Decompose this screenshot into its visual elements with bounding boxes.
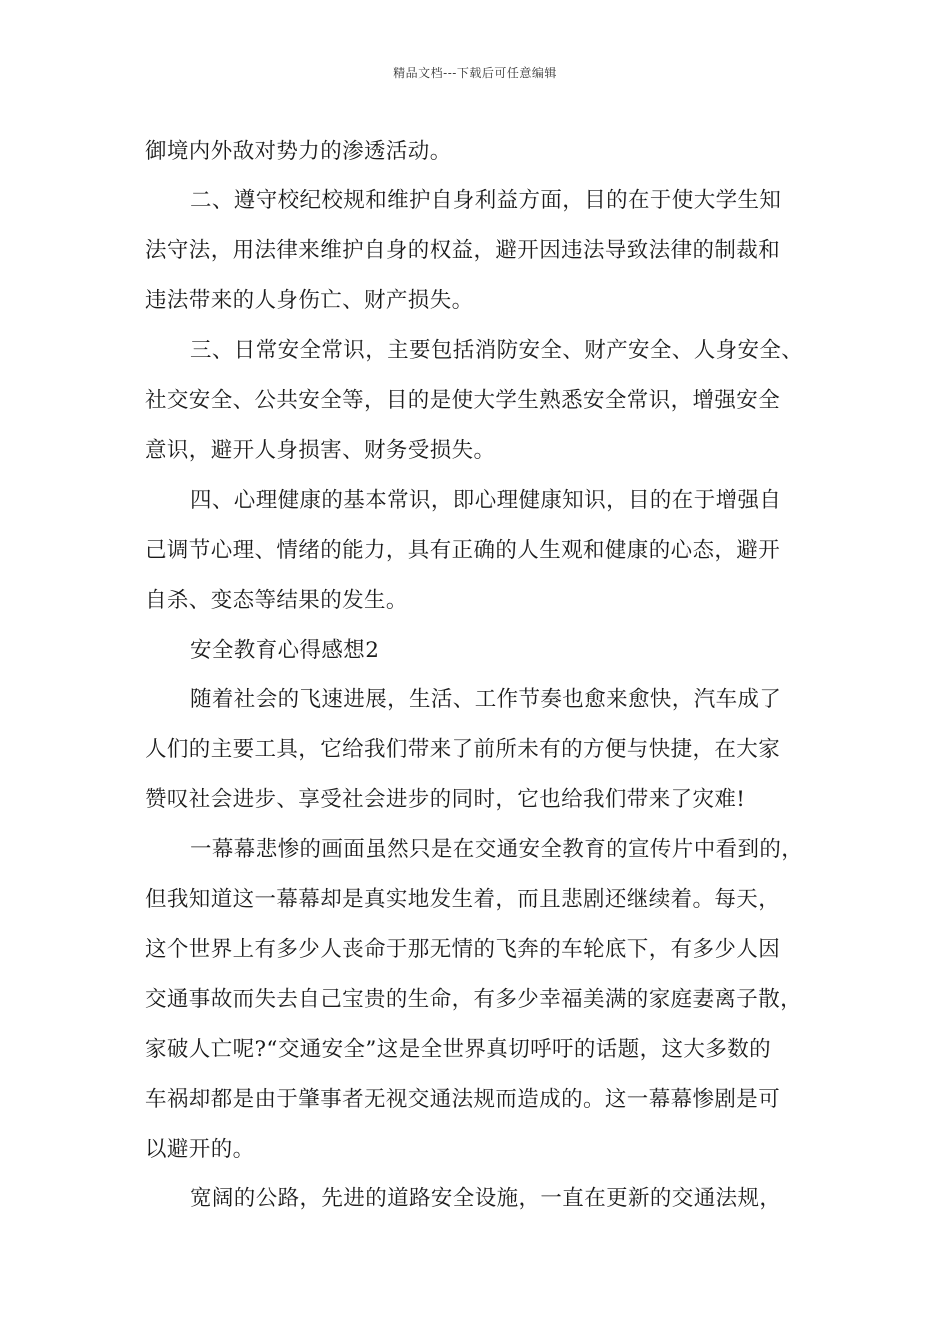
text-line: 赞叹社会进步、享受社会进步的同时，它也给我们带来了灾难!	[145, 787, 746, 812]
text-line: 家破人亡呢?“交通安全”这是全世界真切呼吁的话题，这大多数的	[145, 1037, 772, 1062]
paragraph-start-line: 宽阔的公路，先进的道路安全设施，一直在更新的交通法规，	[190, 1186, 782, 1211]
text-line: 交通事故而失去自己宝贵的生命，有多少幸福美满的家庭妻离子散，	[145, 987, 803, 1012]
paragraph-start-line: 四、心理健康的基本常识，即心理健康知识，目的在于增强自	[190, 488, 782, 513]
text-line: 法守法，用法律来维护自身的权益，避开因违法导致法律的制裁和	[145, 238, 781, 263]
text-line: 己调节心理、情绪的能力，具有正确的人生观和健康的心态，避开	[145, 538, 781, 563]
text-line: 意识，避开人身损害、财务受损失。	[145, 438, 496, 463]
text-line: 以避开的。	[145, 1137, 255, 1162]
paragraph-start-line: 一幕幕悲惨的画面虽然只是在交通安全教育的宣传片中看到的，	[190, 837, 804, 862]
paragraph-start-line: 随着社会的飞速进展，生活、工作节奏也愈来愈快，汽车成了	[190, 687, 782, 712]
text-line: 车祸却都是由于肇事者无视交通法规而造成的。这一幕幕惨剧是可	[145, 1087, 781, 1112]
text-line: 社交安全、公共安全等，目的是使大学生熟悉安全常识，增强安全	[145, 388, 781, 413]
text-line: 这个世界上有多少人丧命于那无情的飞奔的车轮底下，有多少人因	[145, 937, 781, 962]
text-line: 但我知道这一幕幕却是真实地发生着，而且悲剧还继续着。每天，	[145, 887, 781, 912]
section-title: 安全教育心得感想2	[190, 638, 380, 663]
text-line: 自杀、变态等结果的发生。	[145, 588, 408, 613]
paragraph-start-line: 二、遵守校纪校规和维护自身利益方面，目的在于使大学生知	[190, 188, 782, 213]
text-line: 违法带来的人身伤亡、财产损失。	[145, 288, 474, 313]
page-header: 精品文档---下载后可任意编辑	[393, 66, 557, 80]
text-line: 人们的主要工具，它给我们带来了前所未有的方便与快捷，在大家	[145, 737, 781, 762]
paragraph-start-line: 三、日常安全常识，主要包括消防安全、财产安全、人身安全、	[190, 338, 804, 363]
text-line: 御境内外敌对势力的渗透活动。	[145, 139, 452, 164]
